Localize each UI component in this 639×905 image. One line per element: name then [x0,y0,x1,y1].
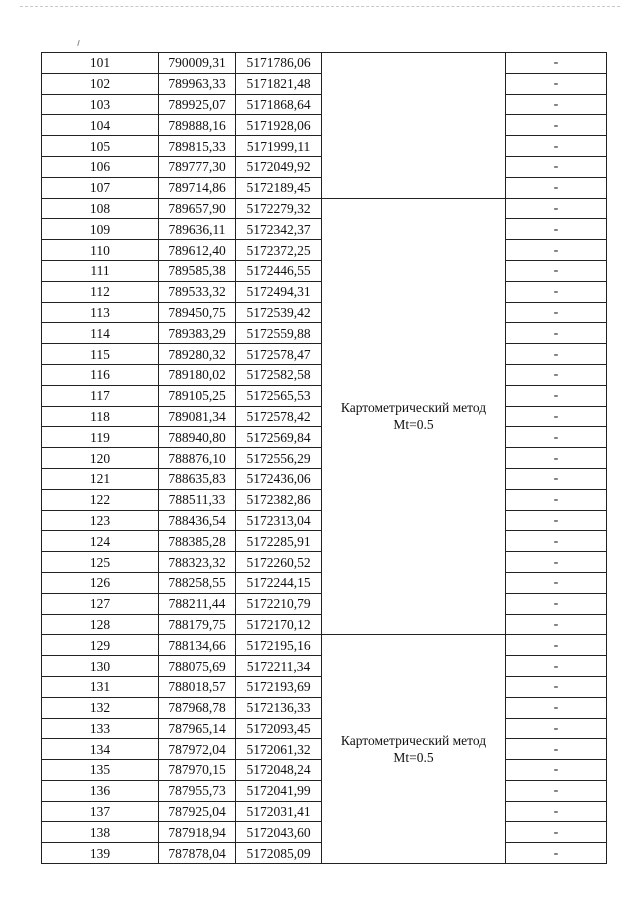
x-coordinate-cell: 787925,04 [159,801,236,822]
y-coordinate-cell: 5172049,92 [236,156,322,177]
error-cell: - [506,801,607,822]
y-coordinate-cell: 5172093,45 [236,718,322,739]
x-coordinate-cell: 787968,78 [159,697,236,718]
error-cell: - [506,822,607,843]
table-row [42,53,607,74]
x-coordinate-cell: 788635,83 [159,468,236,489]
point-number-cell: 110 [42,240,159,261]
error-cell: - [506,323,607,344]
point-number-cell: 115 [42,344,159,365]
method-cell [322,635,506,864]
y-coordinate-cell: 5172342,37 [236,219,322,240]
x-coordinate-cell: 789180,02 [159,364,236,385]
point-number-cell: 108 [42,198,159,219]
error-cell: - [506,614,607,635]
y-coordinate-cell: 5172569,84 [236,427,322,448]
x-coordinate-cell: 787965,14 [159,718,236,739]
x-coordinate-cell: 789714,86 [159,177,236,198]
y-coordinate-cell: 5172260,52 [236,552,322,573]
x-coordinate-cell: 789450,75 [159,302,236,323]
point-number-cell: 127 [42,593,159,614]
y-coordinate-cell: 5171999,11 [236,136,322,157]
point-number-cell: 124 [42,531,159,552]
point-number-cell: 126 [42,572,159,593]
x-coordinate-cell: 789585,38 [159,260,236,281]
error-cell: - [506,302,607,323]
error-cell: - [506,593,607,614]
error-cell: - [506,510,607,531]
method-cell [322,198,506,635]
error-cell: - [506,780,607,801]
error-cell: - [506,468,607,489]
error-cell: - [506,136,607,157]
x-coordinate-cell: 789280,32 [159,344,236,365]
x-coordinate-cell: 788018,57 [159,676,236,697]
scan-mark [77,40,80,46]
y-coordinate-cell: 5172048,24 [236,760,322,781]
error-cell: - [506,656,607,677]
y-coordinate-cell: 5172061,32 [236,739,322,760]
point-number-cell: 117 [42,385,159,406]
x-coordinate-cell: 789657,90 [159,198,236,219]
point-number-cell: 134 [42,739,159,760]
point-number-cell: 121 [42,468,159,489]
error-cell: - [506,843,607,864]
y-coordinate-cell: 5172539,42 [236,302,322,323]
point-number-cell: 130 [42,656,159,677]
point-number-cell: 104 [42,115,159,136]
point-number-cell: 125 [42,552,159,573]
table-row [42,635,607,656]
point-number-cell: 105 [42,136,159,157]
error-cell: - [506,240,607,261]
point-number-cell: 103 [42,94,159,115]
y-coordinate-cell: 5172193,69 [236,676,322,697]
error-cell: - [506,718,607,739]
y-coordinate-cell: 5172043,60 [236,822,322,843]
point-number-cell: 128 [42,614,159,635]
y-coordinate-cell: 5171786,06 [236,53,322,74]
error-cell: - [506,115,607,136]
x-coordinate-cell: 789888,16 [159,115,236,136]
error-cell: - [506,156,607,177]
y-coordinate-cell: 5172559,88 [236,323,322,344]
y-coordinate-cell: 5172582,58 [236,364,322,385]
point-number-cell: 106 [42,156,159,177]
x-coordinate-cell: 788134,66 [159,635,236,656]
x-coordinate-cell: 789081,34 [159,406,236,427]
method-accuracy: Mt=0.5 [393,750,434,766]
point-number-cell: 120 [42,448,159,469]
point-number-cell: 109 [42,219,159,240]
error-cell: - [506,427,607,448]
point-number-cell: 123 [42,510,159,531]
y-coordinate-cell: 5172170,12 [236,614,322,635]
y-coordinate-cell: 5171928,06 [236,115,322,136]
x-coordinate-cell: 789963,33 [159,73,236,94]
point-number-cell: 118 [42,406,159,427]
x-coordinate-cell: 789612,40 [159,240,236,261]
y-coordinate-cell: 5172578,42 [236,406,322,427]
y-coordinate-cell: 5172494,31 [236,281,322,302]
method-name: Картометрический метод [340,400,487,416]
x-coordinate-cell: 788436,54 [159,510,236,531]
scan-top-edge [20,6,620,7]
y-coordinate-cell: 5172578,47 [236,344,322,365]
y-coordinate-cell: 5172085,09 [236,843,322,864]
y-coordinate-cell: 5172210,79 [236,593,322,614]
y-coordinate-cell: 5172279,32 [236,198,322,219]
point-number-cell: 139 [42,843,159,864]
point-number-cell: 122 [42,489,159,510]
x-coordinate-cell: 788258,55 [159,572,236,593]
x-coordinate-cell: 787878,04 [159,843,236,864]
y-coordinate-cell: 5172041,99 [236,780,322,801]
x-coordinate-cell: 789636,11 [159,219,236,240]
error-cell: - [506,73,607,94]
error-cell: - [506,760,607,781]
y-coordinate-cell: 5172189,45 [236,177,322,198]
error-cell: - [506,281,607,302]
point-number-cell: 131 [42,676,159,697]
y-coordinate-cell: 5172436,06 [236,468,322,489]
x-coordinate-cell: 787970,15 [159,760,236,781]
x-coordinate-cell: 788211,44 [159,593,236,614]
error-cell: - [506,531,607,552]
point-number-cell: 129 [42,635,159,656]
error-cell: - [506,572,607,593]
y-coordinate-cell: 5172244,15 [236,572,322,593]
y-coordinate-cell: 5172446,55 [236,260,322,281]
error-cell: - [506,219,607,240]
point-number-cell: 132 [42,697,159,718]
y-coordinate-cell: 5172313,04 [236,510,322,531]
x-coordinate-cell: 789815,33 [159,136,236,157]
error-cell: - [506,697,607,718]
error-cell: - [506,385,607,406]
error-cell: - [506,198,607,219]
error-cell: - [506,739,607,760]
error-cell: - [506,94,607,115]
x-coordinate-cell: 788511,33 [159,489,236,510]
point-number-cell: 112 [42,281,159,302]
error-cell: - [506,177,607,198]
y-coordinate-cell: 5172382,86 [236,489,322,510]
x-coordinate-cell: 788876,10 [159,448,236,469]
point-number-cell: 116 [42,364,159,385]
x-coordinate-cell: 788323,32 [159,552,236,573]
x-coordinate-cell: 790009,31 [159,53,236,74]
y-coordinate-cell: 5171868,64 [236,94,322,115]
error-cell: - [506,676,607,697]
point-number-cell: 107 [42,177,159,198]
error-cell: - [506,635,607,656]
y-coordinate-cell: 5172136,33 [236,697,322,718]
point-number-cell: 114 [42,323,159,344]
y-coordinate-cell: 5172372,25 [236,240,322,261]
table-row [42,198,607,219]
y-coordinate-cell: 5172195,16 [236,635,322,656]
error-cell: - [506,364,607,385]
error-cell: - [506,448,607,469]
error-cell: - [506,344,607,365]
x-coordinate-cell: 789383,29 [159,323,236,344]
point-number-cell: 111 [42,260,159,281]
point-number-cell: 102 [42,73,159,94]
x-coordinate-cell: 787972,04 [159,739,236,760]
x-coordinate-cell: 788385,28 [159,531,236,552]
x-coordinate-cell: 789777,30 [159,156,236,177]
x-coordinate-cell: 788940,80 [159,427,236,448]
y-coordinate-cell: 5172211,34 [236,656,322,677]
method-cell [322,53,506,199]
method-name: Картометрический метод [340,733,487,749]
y-coordinate-cell: 5172565,53 [236,385,322,406]
x-coordinate-cell: 789925,07 [159,94,236,115]
x-coordinate-cell: 789105,25 [159,385,236,406]
coordinates-table [41,52,607,864]
error-cell: - [506,260,607,281]
point-number-cell: 135 [42,760,159,781]
error-cell: - [506,552,607,573]
x-coordinate-cell: 787918,94 [159,822,236,843]
point-number-cell: 136 [42,780,159,801]
point-number-cell: 138 [42,822,159,843]
y-coordinate-cell: 5172556,29 [236,448,322,469]
x-coordinate-cell: 787955,73 [159,780,236,801]
error-cell: - [506,53,607,74]
point-number-cell: 133 [42,718,159,739]
y-coordinate-cell: 5172285,91 [236,531,322,552]
point-number-cell: 137 [42,801,159,822]
point-number-cell: 113 [42,302,159,323]
error-cell: - [506,406,607,427]
point-number-cell: 119 [42,427,159,448]
x-coordinate-cell: 788179,75 [159,614,236,635]
error-cell: - [506,489,607,510]
coordinates-table-body [42,53,607,864]
x-coordinate-cell: 788075,69 [159,656,236,677]
x-coordinate-cell: 789533,32 [159,281,236,302]
method-accuracy: Mt=0.5 [393,417,434,433]
y-coordinate-cell: 5172031,41 [236,801,322,822]
point-number-cell: 101 [42,53,159,74]
y-coordinate-cell: 5171821,48 [236,73,322,94]
